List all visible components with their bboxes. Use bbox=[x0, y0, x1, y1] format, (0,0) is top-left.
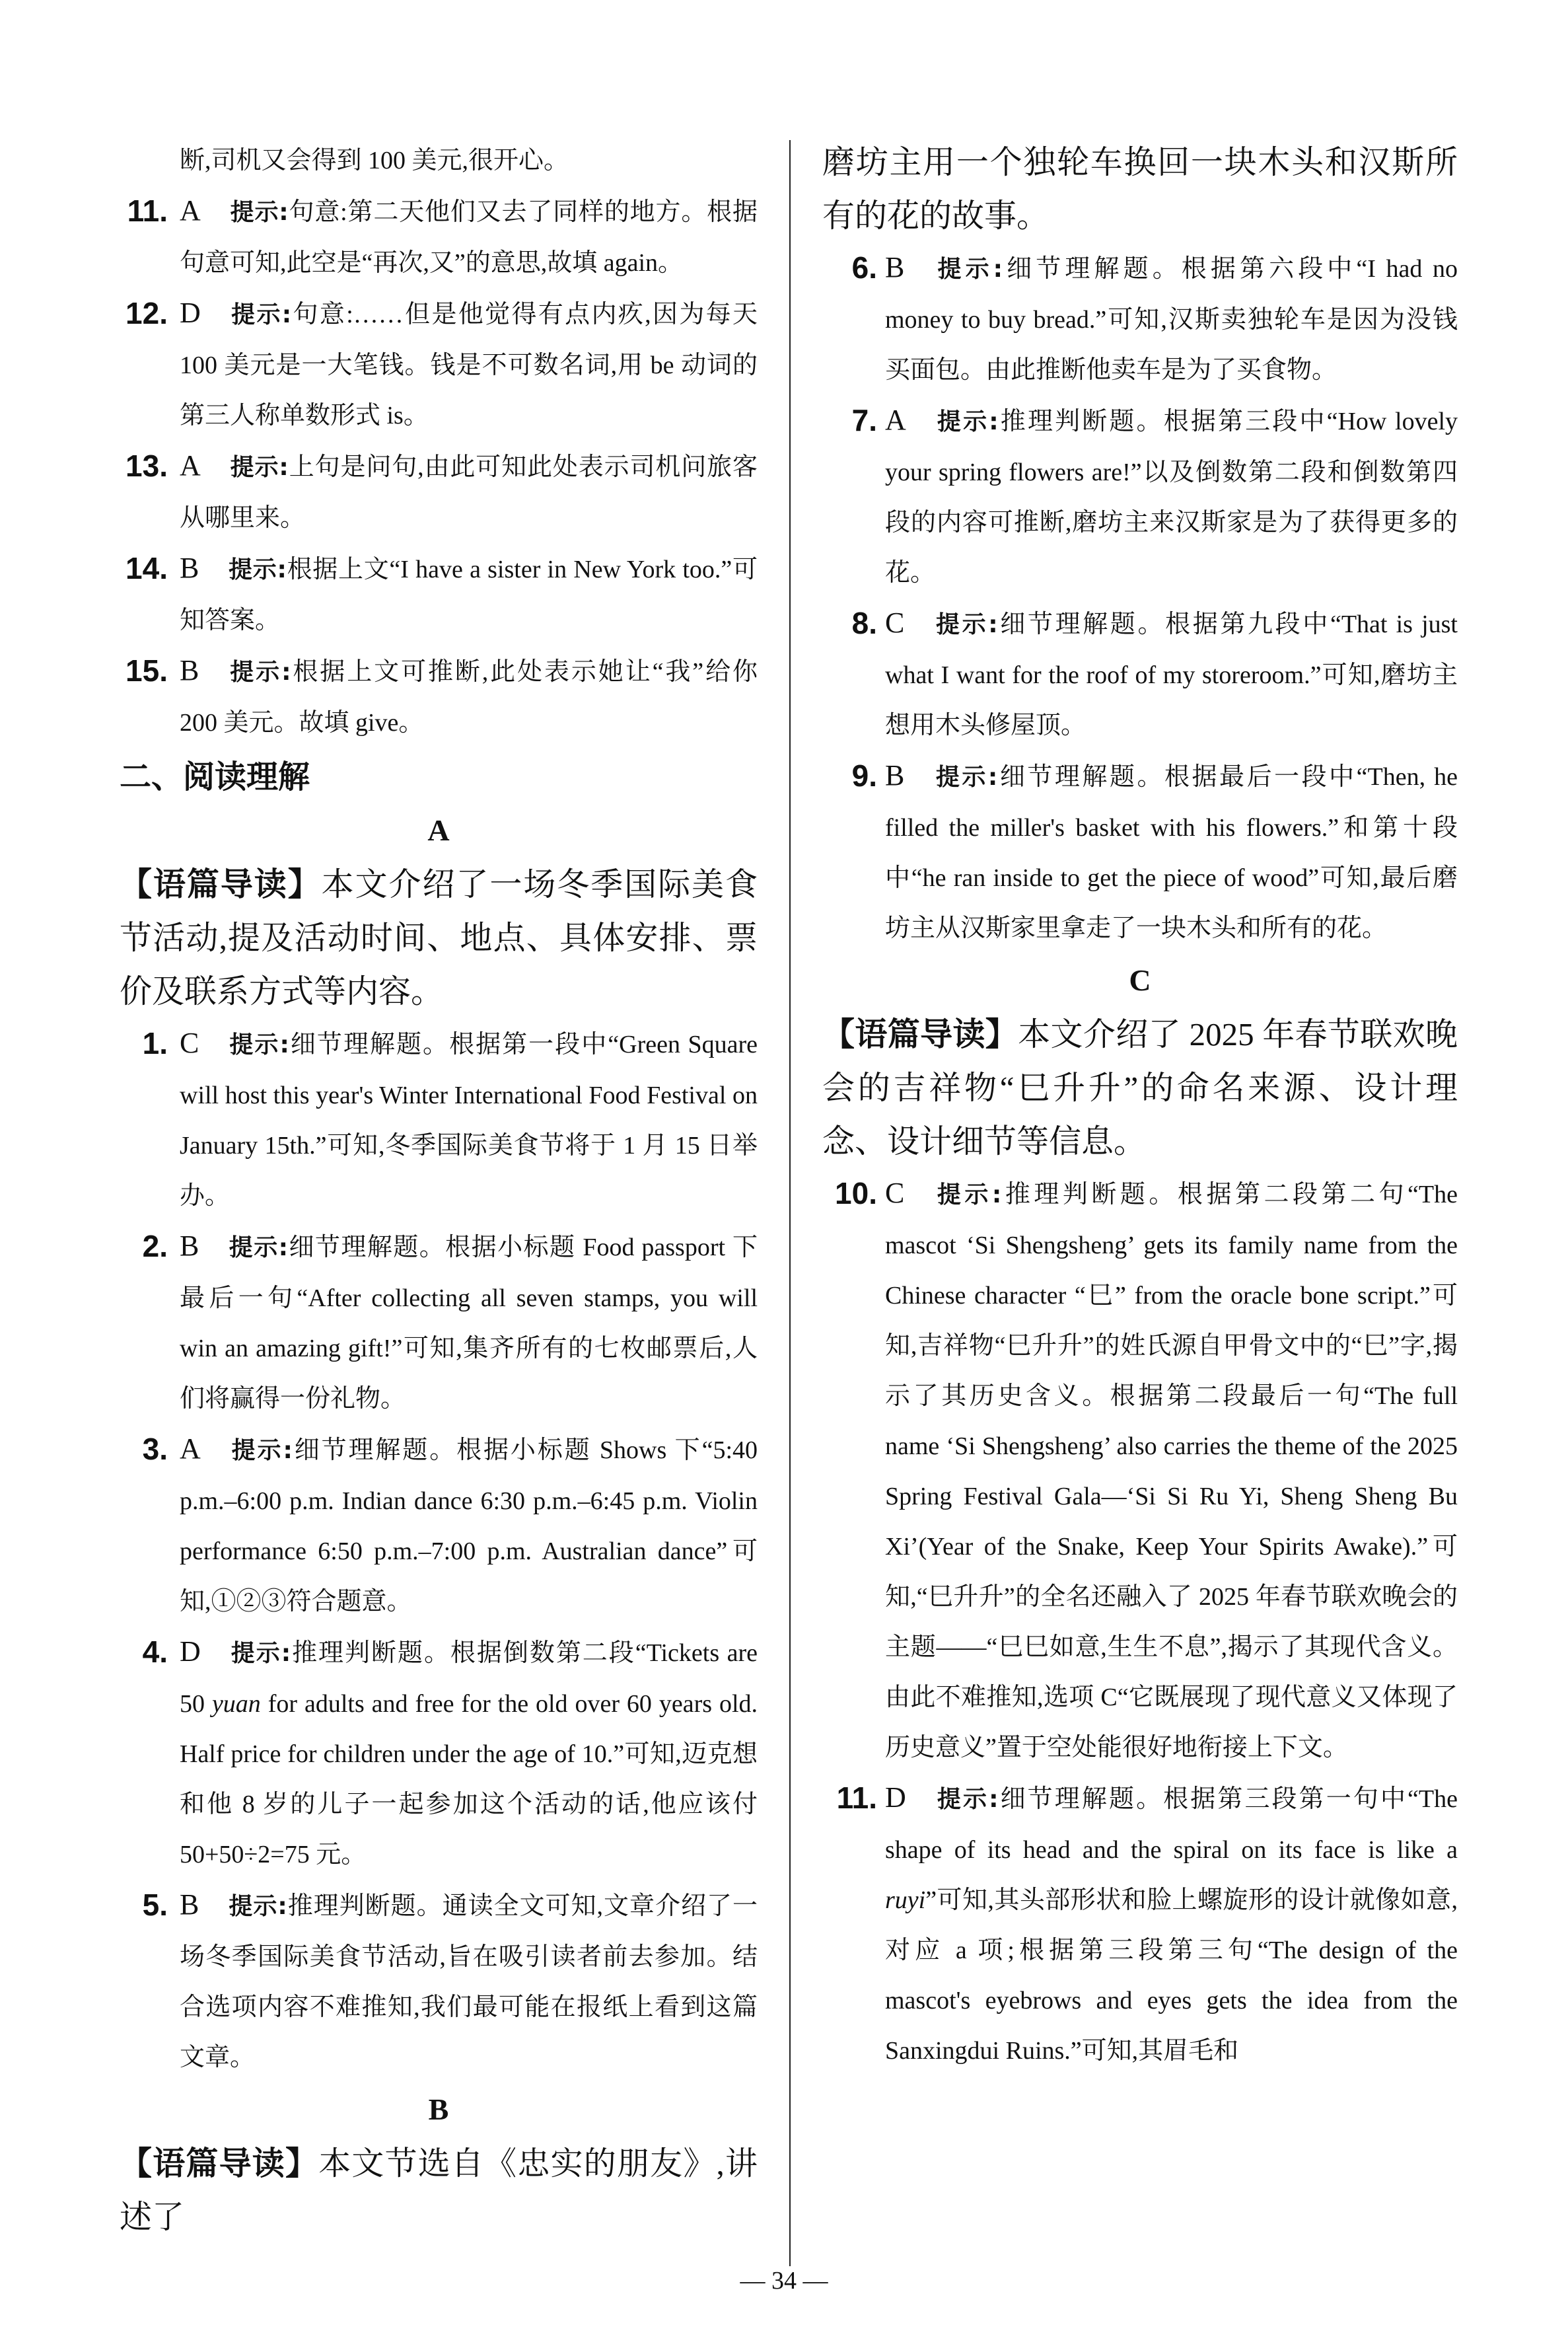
answer-letter: B bbox=[180, 1888, 199, 1921]
page-number: — 34 — bbox=[740, 2267, 828, 2295]
text-segment: 句意:第二天他们又去了同样的地方。根据句意可知,此空是“再次,又”的意思,故填 again。 bbox=[180, 198, 758, 277]
text-segment: 断,司机又会得到 100 美元,很开心。 bbox=[180, 147, 569, 174]
question-number: 10. bbox=[835, 1176, 877, 1210]
text-segment: 磨坊主用一个独轮车换回一块木头和汉斯所有的花的故事。 bbox=[822, 144, 1458, 234]
text-segment: 推理判断题。根据第二段第二句“The mascot ‘Si Shengsheng’ gets its family name from the Chinese character “巳” from the oracle bone script.”可知,吉祥物“巳升升”的姓氏源自甲骨文中的“巳”字,揭示了其历史含义。根据第二段最后一句“The full name ‘Si Shengsheng’ also carries the theme of the 2025 Spring Festival Gala—‘Si Si Ru Yi, Sheng Sheng Bu Xi’(Year of the Snake, Keep Your Spirits Awake).”可知,“巳升升”的全名还融入了 2025 年春节联欢晚会的主题——“巳巳如意,生生不息”,揭示了其现代含义。由此不难推知,选项 C“它既展现了现代意义又体现了历史意义”置于空处能很好地衔接上下文。 bbox=[885, 1181, 1458, 1761]
answer-letter: C bbox=[885, 607, 905, 639]
hint-label: 提示: bbox=[229, 1437, 293, 1464]
question-number: 9. bbox=[851, 758, 877, 793]
hint-label: 提示: bbox=[933, 611, 998, 638]
hint-label: 提示: bbox=[228, 1893, 287, 1920]
hint-label: 提示: bbox=[229, 454, 289, 481]
answer-item bbox=[120, 441, 758, 543]
italic-term: ruyi bbox=[885, 1886, 926, 1914]
section-heading: 二、阅读理解 bbox=[120, 758, 310, 795]
answer-letter: B bbox=[885, 759, 905, 792]
passage-label: B bbox=[428, 2092, 449, 2126]
answer-item bbox=[822, 598, 1458, 751]
answer-item bbox=[120, 1880, 758, 2083]
answer-item bbox=[120, 1627, 758, 1880]
question-number: 6. bbox=[851, 250, 877, 285]
guide-label: 【语篇导读】 bbox=[120, 866, 322, 903]
answer-letter: A bbox=[180, 449, 201, 482]
hint-label: 提示: bbox=[933, 764, 998, 791]
question-number: 3. bbox=[142, 1432, 168, 1466]
question-number: 1. bbox=[142, 1026, 168, 1060]
question-number: 14. bbox=[125, 551, 168, 585]
hint-label: 提示: bbox=[228, 556, 287, 583]
text-segment: 推理判断题。根据倒数第二段“Tickets are 50 bbox=[180, 1639, 758, 1718]
answer-letter: B bbox=[885, 251, 905, 283]
answer-item bbox=[120, 646, 758, 748]
answer-item bbox=[822, 242, 1458, 395]
text-segment: 细节理解题。根据小标题 Food passport 下最后一句“After collecting all seven stamps, you will win an amazing gift!”可知,集齐所有的七枚邮票后,人们将赢得一份礼物。 bbox=[180, 1234, 758, 1413]
hint-label: 提示: bbox=[229, 199, 289, 226]
passage-guide bbox=[120, 858, 758, 1018]
column-divider bbox=[789, 140, 791, 2266]
question-number: 8. bbox=[851, 606, 877, 640]
text-segment: 细节理解题。根据小标题 Shows 下“5:40 p.m.–6:00 p.m. Indian dance 6:30 p.m.–6:45 p.m. Violin performance 6:50 p.m.–7:00 p.m. Australian dance”可知,①②③符合题意。 bbox=[180, 1436, 758, 1615]
question-number: 12. bbox=[125, 296, 168, 330]
answer-letter: B bbox=[180, 654, 199, 686]
guide-label: 【语篇导读】 bbox=[120, 2145, 319, 2182]
hint-label: 提示: bbox=[228, 1234, 289, 1261]
question-number: 11. bbox=[836, 1781, 877, 1815]
text-segment: 句意:……但是他觉得有点内疚,因为每天 100 美元是一大笔钱。钱是不可数名词,用 be 动词的第三人称单数形式 is。 bbox=[180, 301, 758, 429]
text-segment: 根据上文可推断,此处表示她让“我”给你 200 美元。故填 give。 bbox=[180, 658, 758, 737]
continued-text bbox=[120, 135, 758, 186]
answer-letter: D bbox=[885, 1781, 906, 1814]
answer-letter: A bbox=[180, 194, 201, 227]
text-segment: 细节理解题。根据最后一段中“Then, he filled the miller's basket with his flowers.”和第十段中“he ran inside to get the piece of wood”可知,最后磨坊主从汉斯家里拿走了一块木头和所有的花。 bbox=[885, 763, 1458, 942]
question-number: 13. bbox=[125, 449, 168, 483]
hint-label: 提示: bbox=[229, 1640, 291, 1667]
passage-guide bbox=[822, 1008, 1458, 1168]
answer-item bbox=[822, 1168, 1458, 1773]
italic-term: yuan bbox=[211, 1690, 261, 1718]
answer-letter: D bbox=[180, 1635, 201, 1668]
text-segment: 本文介绍了 2025 年春节联欢晚会的吉祥物“巳升升”的命名来源、设计理念、设计细节等信息。 bbox=[822, 1016, 1458, 1160]
question-number: 5. bbox=[142, 1888, 168, 1922]
text-segment: 上句是问句,由此可知此处表示司机问旅客从哪里来。 bbox=[180, 453, 758, 532]
answer-item bbox=[120, 543, 758, 646]
hint-label: 提示: bbox=[229, 301, 292, 328]
passage-guide-continued bbox=[822, 135, 1458, 242]
answer-letter: A bbox=[180, 1432, 201, 1465]
answer-item bbox=[822, 751, 1458, 953]
text-segment: 细节理解题。根据第一段中“Green Square will host this year's Winter International Food Festival on January 15th.”可知,冬季国际美食节将于 1 月 15 日举办。 bbox=[180, 1031, 758, 1210]
answer-letter: C bbox=[885, 1177, 905, 1209]
text-segment: 推理判断题。通读全文可知,文章介绍了一场冬季国际美食节活动,旨在吸引读者前去参加。结合选项内容不难推知,我们最可能在报纸上看到这篇文章。 bbox=[180, 1892, 758, 2071]
text-segment: 本文介绍了一场冬季国际美食节活动,提及活动时间、地点、具体安排、票价及联系方式等内容。 bbox=[120, 866, 758, 1010]
guide-label: 【语篇导读】 bbox=[822, 1015, 1018, 1053]
answer-item bbox=[822, 395, 1458, 598]
answer-item bbox=[120, 1221, 758, 1424]
right-column bbox=[822, 135, 1458, 2076]
text-segment: 推理判断题。根据第三段中“How lovely your spring flowers are!”以及倒数第二段和倒数第四段的内容可推断,磨坊主来汉斯家是为了获得更多的花。 bbox=[885, 408, 1458, 587]
hint-label: 提示: bbox=[228, 1031, 289, 1058]
hint-label: 提示: bbox=[228, 659, 291, 686]
text-segment: for adults and free for the old over 60 years old. Half price for children under the age of 10.”可知,迈克想和他 8 岁的儿子一起参加这个活动的话,他应该付 50+50÷2=75 元。 bbox=[180, 1690, 758, 1868]
text-segment: 细节理解题。根据第九段中“That is just what I want for the roof of my storeroom.”可知,磨坊主想用木头修屋顶。 bbox=[885, 610, 1458, 739]
question-number: 11. bbox=[127, 194, 168, 228]
text-segment: 本文节选自《忠实的朋友》,讲述了 bbox=[120, 2145, 758, 2235]
text-segment: 细节理解题。根据第三段第一句中“The shape of its head and the spiral on its face is like a bbox=[885, 1785, 1458, 1864]
answer-item bbox=[120, 288, 758, 441]
passage-label: A bbox=[427, 813, 450, 847]
text-segment: ”可知,其头部形状和脸上螺旋形的设计就像如意,对应 a 项;根据第三段第三句“The design of the mascot's eyebrows and eyes gets the idea from the Sanxingdui Ruins.”可知,其眉毛和 bbox=[885, 1886, 1458, 2065]
passage-guide bbox=[120, 2137, 758, 2244]
text-segment: 根据上文“I have a sister in New York too.”可知答案。 bbox=[180, 556, 758, 634]
text-segment: 细节理解题。根据第六段中“I had no money to buy bread.”可知,汉斯卖独轮车是因为没钱买面包。由此推断他卖车是为了买食物。 bbox=[885, 255, 1458, 384]
answer-letter: C bbox=[180, 1027, 199, 1059]
question-number: 15. bbox=[125, 653, 168, 688]
hint-label: 提示: bbox=[933, 1181, 1002, 1208]
answer-item bbox=[822, 1773, 1458, 2076]
question-number: 2. bbox=[142, 1229, 168, 1263]
answer-letter: A bbox=[885, 404, 906, 436]
hint-label: 提示: bbox=[935, 408, 999, 435]
answer-item bbox=[120, 1018, 758, 1221]
answer-item bbox=[120, 186, 758, 288]
hint-label: 提示: bbox=[935, 1786, 999, 1813]
question-number: 4. bbox=[142, 1635, 168, 1669]
hint-label: 提示: bbox=[933, 256, 1003, 283]
answer-letter: D bbox=[180, 297, 201, 329]
answer-letter: B bbox=[180, 1230, 199, 1262]
passage-label: C bbox=[1129, 963, 1151, 997]
question-number: 7. bbox=[851, 403, 877, 437]
left-column bbox=[120, 135, 758, 2244]
answer-letter: B bbox=[180, 552, 199, 584]
answer-item bbox=[120, 1424, 758, 1627]
